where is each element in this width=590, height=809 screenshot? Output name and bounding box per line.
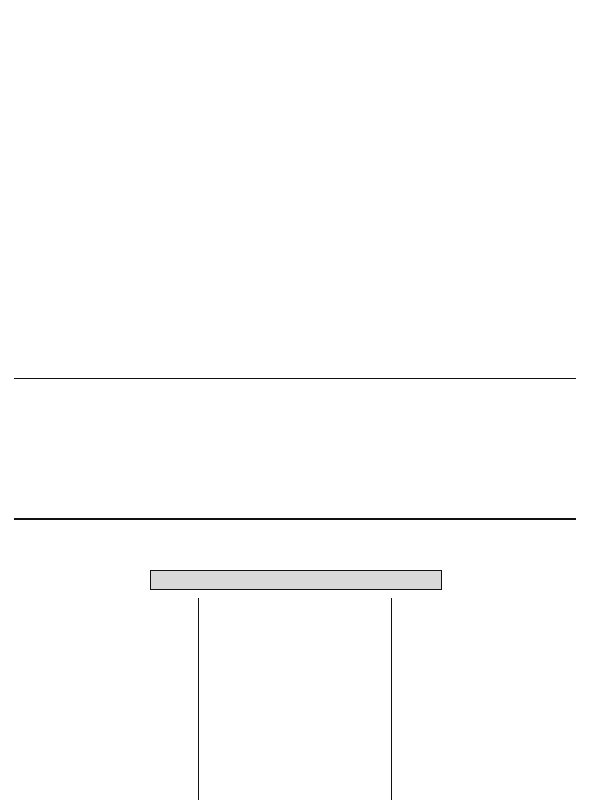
closing-paragraph: [14, 384, 576, 514]
article-byline: [150, 570, 442, 590]
summary-paragraph: [14, 212, 576, 296]
article-column-3: [14, 598, 190, 800]
article-title: [14, 524, 576, 564]
column-divider: [198, 598, 199, 800]
article-columns: [14, 598, 576, 800]
list-item-5: [14, 118, 576, 158]
column-divider: [391, 598, 392, 800]
section-divider: [14, 378, 576, 379]
article-column-1: [400, 598, 576, 800]
numbered-item-2: [14, 348, 576, 372]
article-column-2: [207, 598, 383, 800]
list-item-6: [14, 156, 576, 208]
article-top-rule: [14, 518, 576, 520]
numbered-item-1: [14, 300, 576, 344]
list-item-1: [14, 8, 576, 48]
